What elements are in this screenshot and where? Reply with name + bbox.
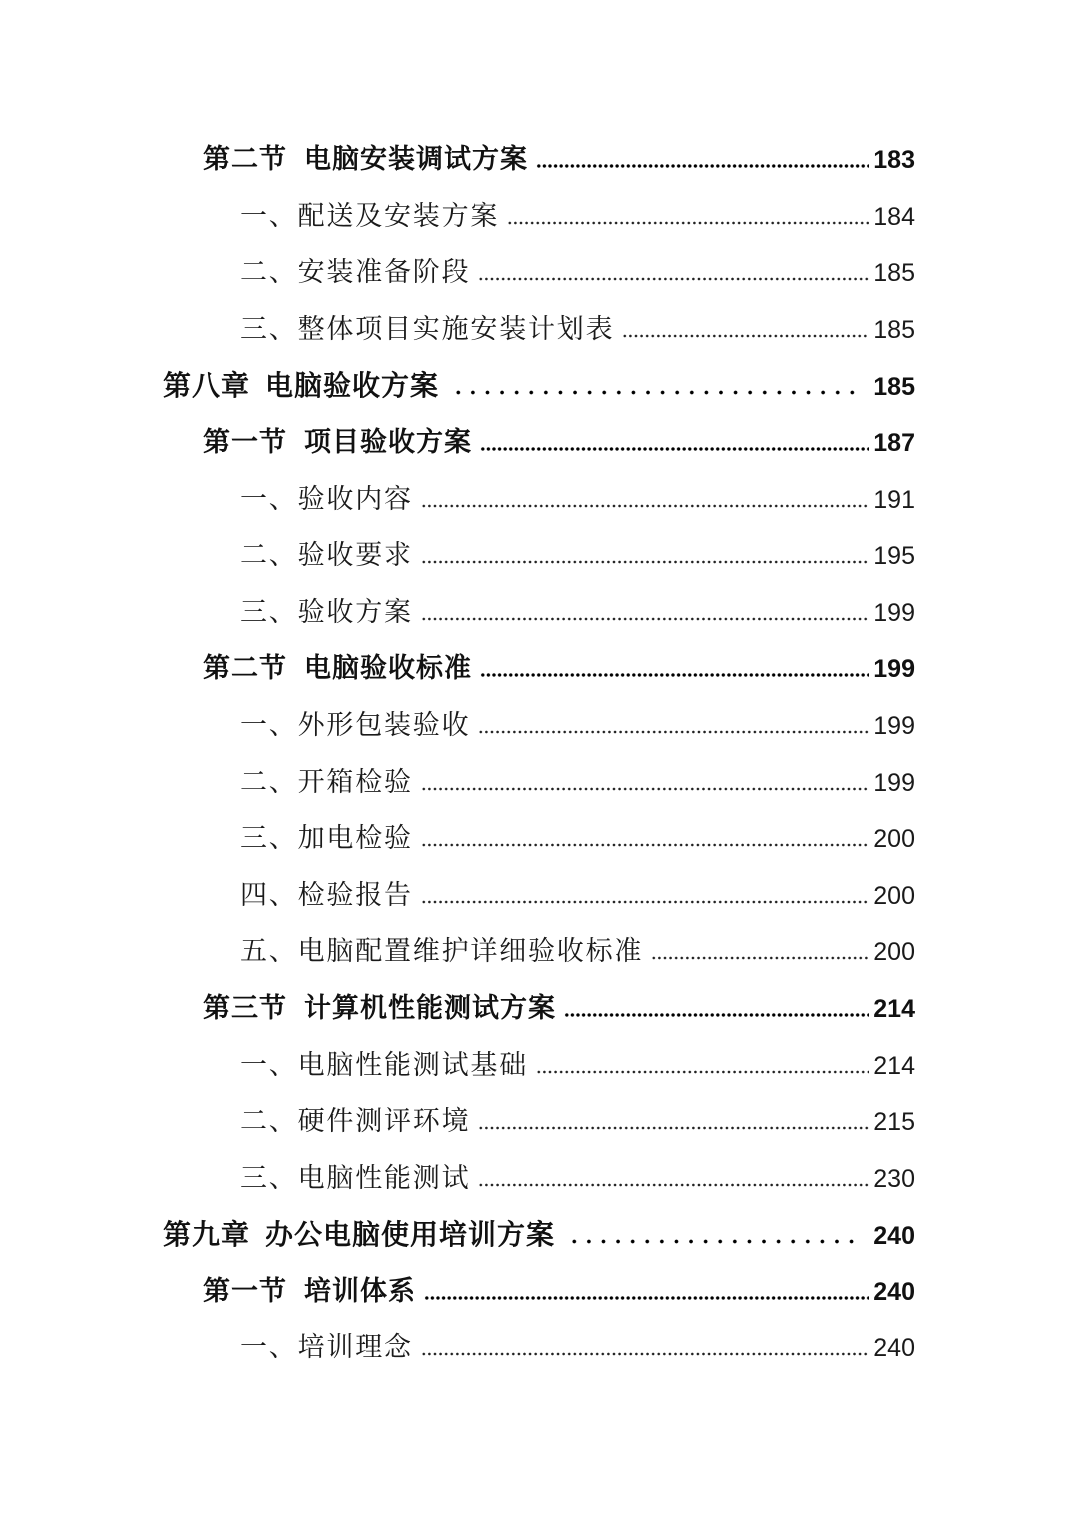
dot-leader (421, 617, 869, 621)
dot-leader (421, 843, 869, 847)
toc-section-entry (0, 981, 915, 1038)
item-title: 二、硬件测评环境 (240, 1106, 471, 1138)
section-label: 第一节 (203, 426, 287, 458)
chapter-title: 电脑验收方案 (265, 369, 440, 403)
section-title: 电脑安装调试方案 (304, 144, 528, 175)
dot-leader (536, 164, 869, 168)
toc-section-entry (0, 641, 915, 698)
page-number: 183 (873, 146, 915, 174)
section-label: 第三节 (203, 992, 287, 1024)
page-number: 200 (873, 938, 915, 967)
toc-item-entry (0, 189, 915, 246)
item-title: 五、电脑配置维护详细验收标准 (240, 936, 644, 968)
item-title: 三、整体项目实施安装计划表 (240, 313, 615, 345)
dot-leader (451, 390, 861, 395)
item-title: 一、配送及安装方案 (240, 200, 500, 232)
item-title: 一、验收内容 (240, 483, 413, 515)
page-number: 200 (873, 881, 915, 910)
item-title: 三、电脑性能测试 (240, 1162, 471, 1194)
toc-chapter-entry (0, 1207, 915, 1264)
toc-item-entry (0, 924, 915, 981)
toc-item-entry (0, 1320, 915, 1377)
dot-leader (421, 504, 869, 508)
page-number: 240 (873, 1277, 915, 1306)
toc-item-entry (0, 245, 915, 302)
page-number: 191 (873, 485, 915, 514)
toc-item-entry (0, 585, 915, 642)
table-of-contents (0, 132, 915, 1377)
dot-leader (478, 277, 869, 281)
item-title: 二、开箱检验 (240, 766, 413, 798)
dot-leader (478, 730, 869, 734)
item-title: 一、培训理念 (240, 1332, 413, 1364)
page-number: 240 (873, 1334, 915, 1363)
section-label: 第一节 (203, 1275, 287, 1307)
section-label: 第二节 (203, 144, 287, 175)
toc-section-entry (0, 132, 915, 189)
item-title: 一、外形包装验收 (240, 709, 471, 741)
dot-leader (478, 1183, 869, 1187)
page-number: 199 (873, 598, 915, 627)
toc-item-entry (0, 1038, 915, 1095)
dot-leader (478, 1126, 869, 1130)
chapter-title: 办公电脑使用培训方案 (265, 1218, 556, 1252)
section-title: 培训体系 (304, 1275, 416, 1307)
toc-chapter-entry (0, 358, 915, 415)
dot-leader (421, 560, 869, 564)
page-number: 199 (873, 768, 915, 797)
toc-item-entry (0, 302, 915, 359)
dot-leader (564, 1013, 869, 1017)
page-number: 195 (873, 542, 915, 571)
section-title: 项目验收方案 (304, 426, 472, 458)
dot-leader (421, 900, 869, 904)
page-number: 184 (873, 202, 915, 231)
page-number: 214 (873, 994, 915, 1023)
toc-item-entry (0, 1094, 915, 1151)
toc-item-entry (0, 755, 915, 812)
page-number: 240 (873, 1222, 915, 1251)
dot-leader (421, 1352, 869, 1356)
toc-item-entry (0, 811, 915, 868)
toc-item-entry (0, 1151, 915, 1208)
item-title: 三、加电检验 (240, 823, 413, 855)
page-number: 185 (873, 315, 915, 344)
page-number: 185 (873, 259, 915, 288)
toc-item-entry (0, 472, 915, 529)
toc-item-entry (0, 868, 915, 925)
toc-section-entry (0, 1264, 915, 1321)
item-title: 一、电脑性能测试基础 (240, 1049, 528, 1081)
page-number: 199 (873, 711, 915, 740)
section-label: 第二节 (203, 653, 287, 685)
toc-item-entry (0, 698, 915, 755)
page-number: 185 (873, 373, 915, 402)
chapter-label: 第八章 (163, 369, 251, 403)
dot-leader (424, 1296, 869, 1300)
page-number: 230 (873, 1164, 915, 1193)
item-title: 四、检验报告 (240, 879, 413, 911)
dot-leader (480, 447, 869, 451)
dot-leader (480, 673, 869, 677)
chapter-label: 第九章 (163, 1218, 251, 1252)
dot-leader (507, 221, 869, 225)
section-title: 计算机性能测试方案 (304, 992, 556, 1024)
dot-leader (651, 956, 869, 960)
toc-section-entry (0, 415, 915, 472)
page-number: 199 (873, 655, 915, 684)
dot-leader (536, 1070, 869, 1074)
item-title: 二、验收要求 (240, 540, 413, 572)
item-title: 三、验收方案 (240, 596, 413, 628)
page-number: 215 (873, 1108, 915, 1137)
item-title: 二、安装准备阶段 (240, 257, 471, 289)
dot-leader (622, 334, 869, 338)
page-number: 187 (873, 428, 915, 457)
page-number: 200 (873, 825, 915, 854)
dot-leader (567, 1239, 861, 1244)
dot-leader (421, 787, 869, 791)
toc-item-entry (0, 528, 915, 585)
section-title: 电脑验收标准 (304, 653, 472, 685)
page-number: 214 (873, 1051, 915, 1080)
